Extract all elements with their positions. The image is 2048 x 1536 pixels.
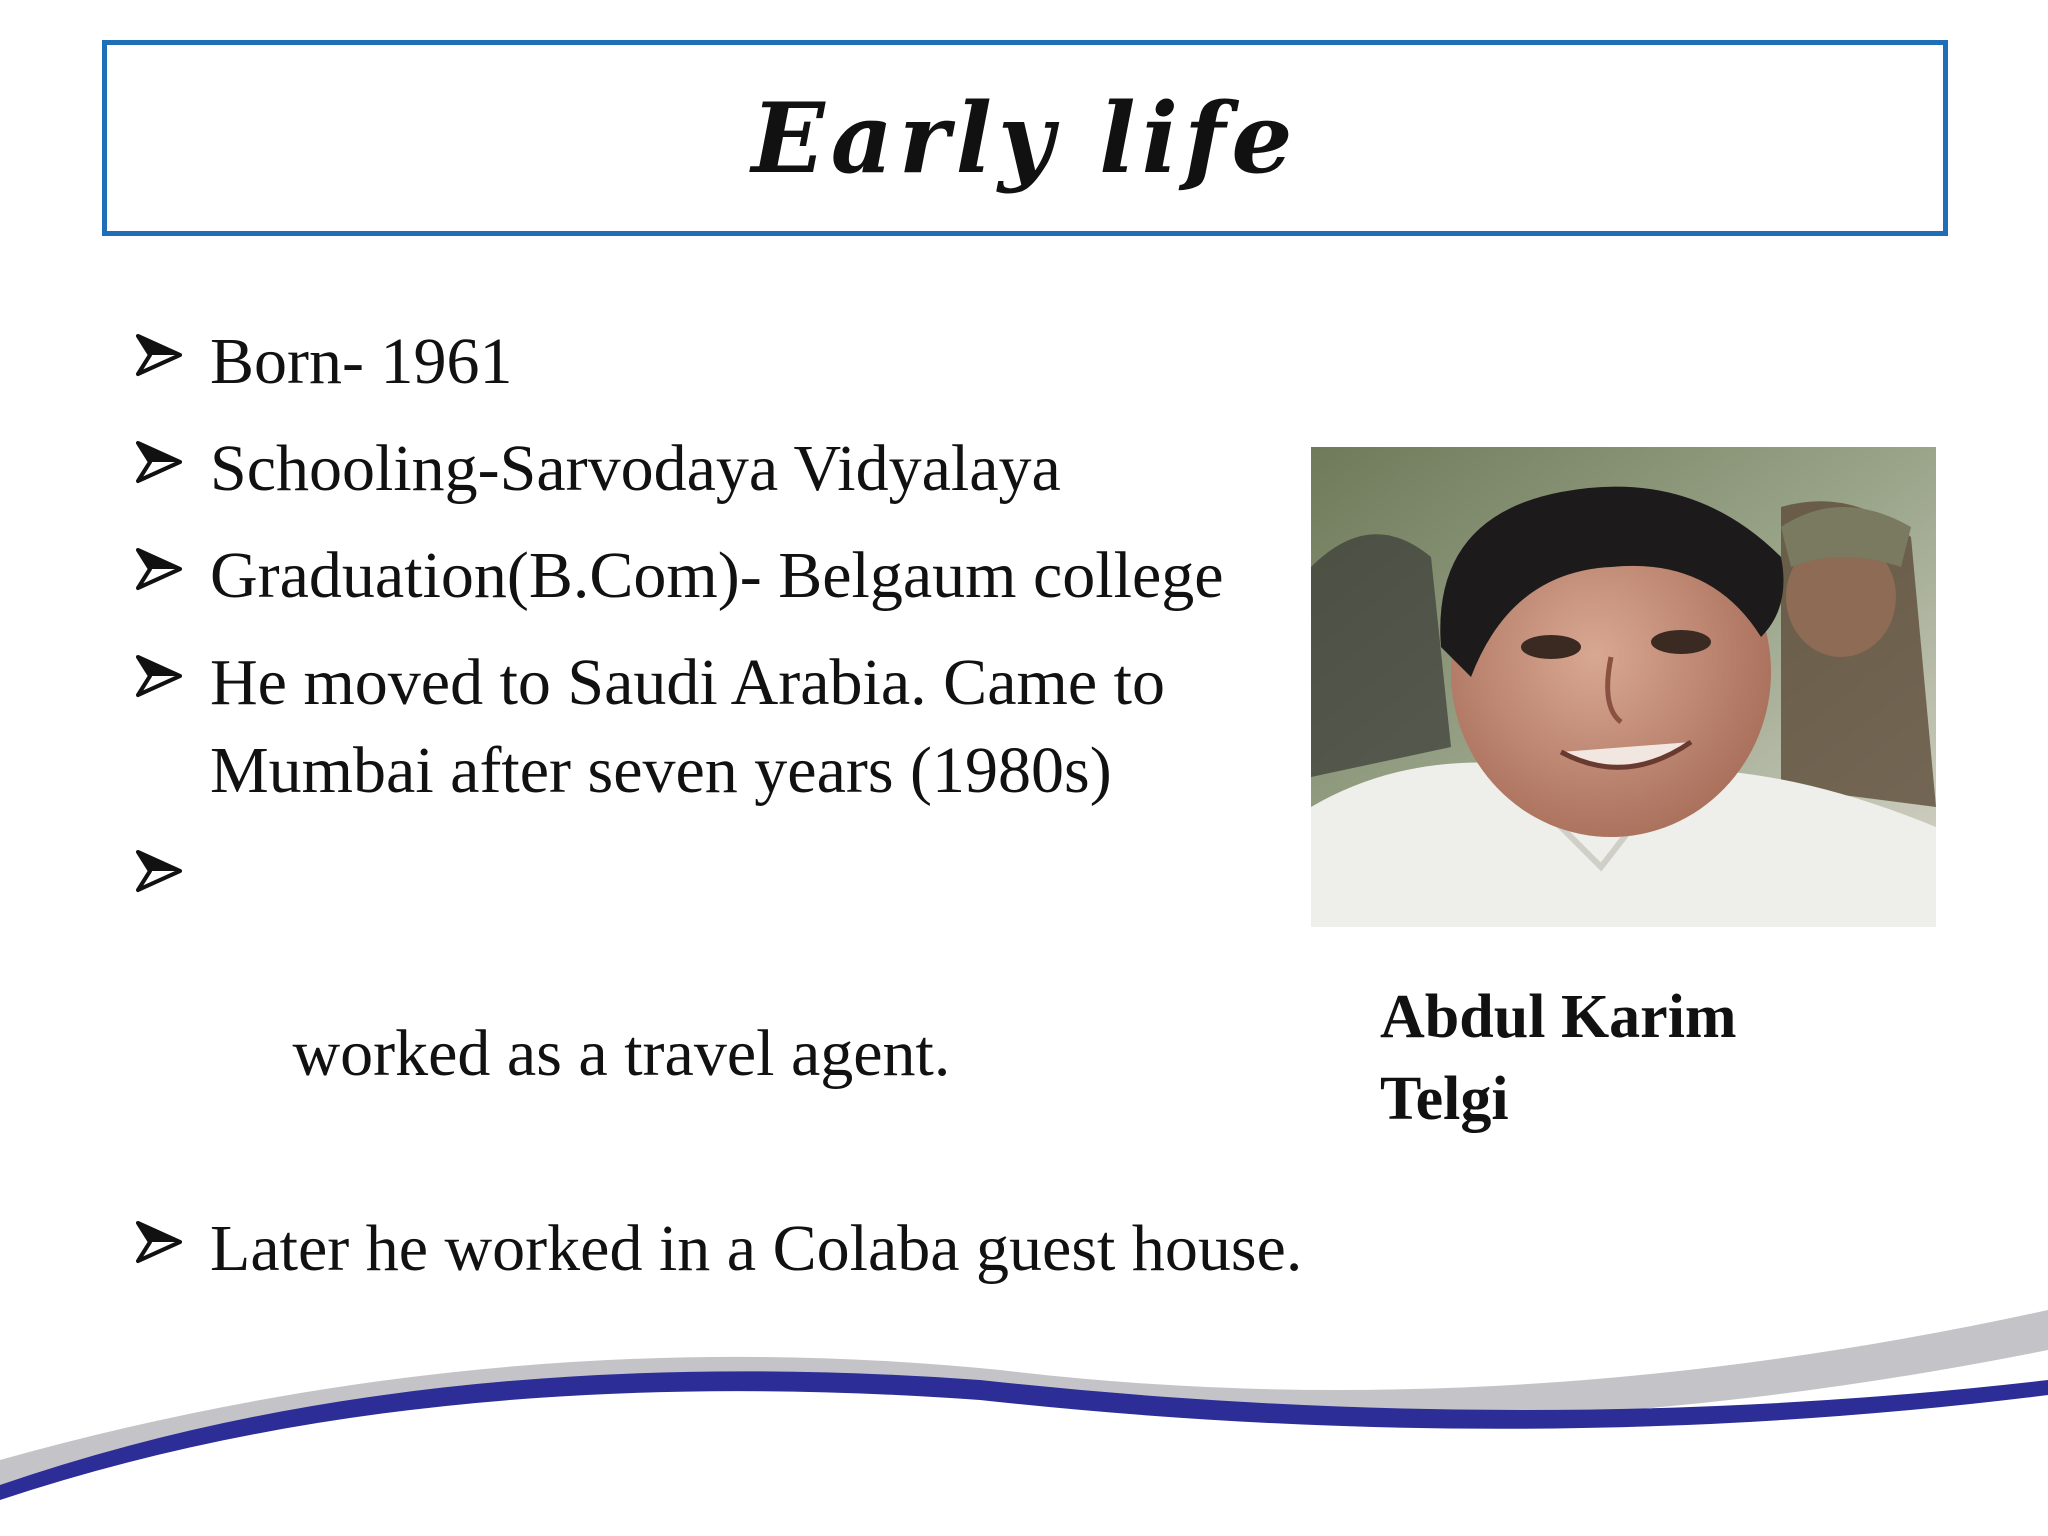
bullet-text: Later he worked in a Colaba guest house. [210,1212,1303,1285]
arrowhead-bullet-icon [136,332,182,378]
arrowhead-bullet-icon [136,653,182,699]
bullet-text: He moved to Saudi Arabia. Came to Mumbai after seven years (1980s) [210,646,1165,807]
bullet-text: worked as a travel agent. [276,1017,951,1090]
arrowhead-bullet-icon [136,439,182,485]
bullet-list [136,318,1303,1312]
bullet-item [136,639,1350,815]
arrowhead-bullet-icon [136,1219,182,1265]
bullet-text: Graduation(B.Com)- Belgaum college [210,539,1224,612]
bullet-item [136,425,1276,513]
title-box [102,40,1948,236]
bullet-item [136,532,1270,620]
arrowhead-bullet-icon [136,546,182,592]
bullet-item [136,834,1276,1186]
bullet-item [136,318,1276,406]
portrait-photo [1311,447,1936,927]
bullet-text: Schooling-Sarvodaya Vidyalaya [210,432,1061,505]
bullet-text: Born- 1961 [210,325,513,398]
arrowhead-bullet-icon [136,848,182,894]
slide-title: Early life [751,81,1299,195]
photo-caption: Abdul Karim Telgi [1380,983,1737,1133]
decorative-swoosh [0,1260,2048,1536]
